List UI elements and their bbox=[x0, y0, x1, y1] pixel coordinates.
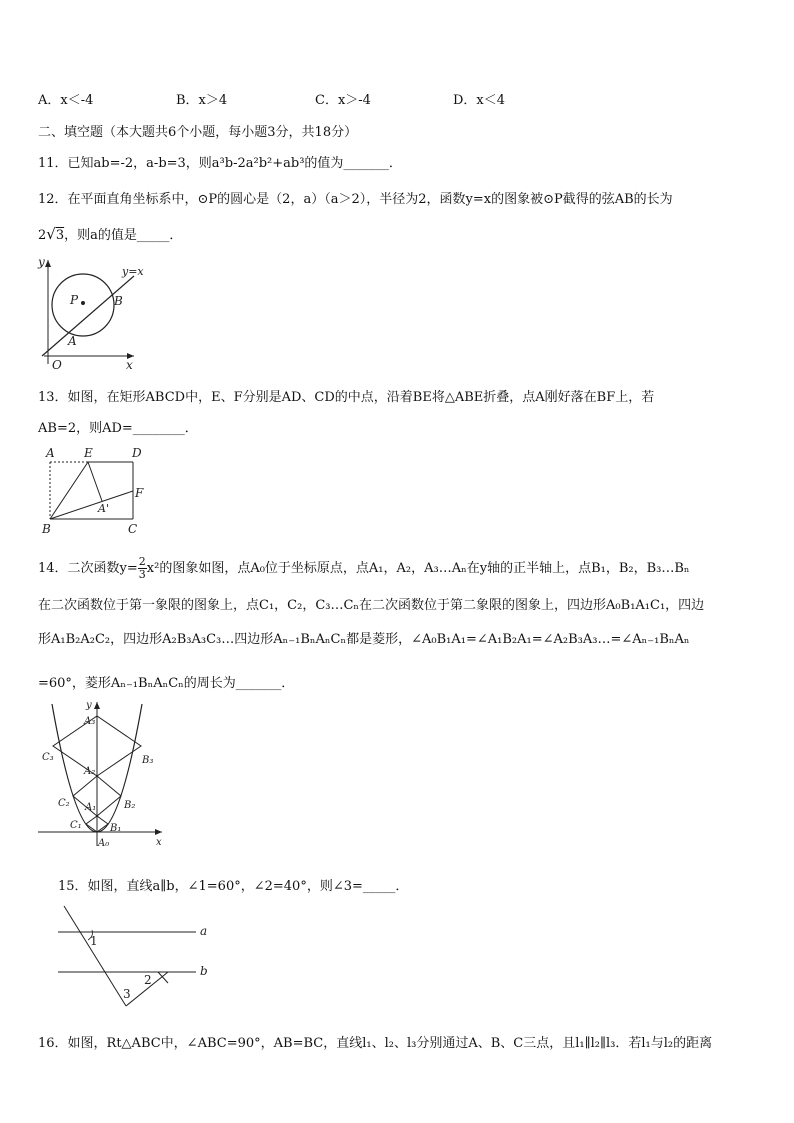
q12-label-o: O bbox=[52, 358, 62, 372]
q13-figure bbox=[38, 444, 150, 536]
q14-label-c1: C₁ bbox=[70, 820, 82, 831]
q13-label-d: D bbox=[132, 446, 142, 460]
choice-d: D．x＜4 bbox=[453, 93, 506, 108]
q15-label-angle1: 1 bbox=[90, 934, 98, 948]
q12-figure bbox=[34, 252, 154, 374]
q13-label-f: F bbox=[135, 486, 144, 500]
question-14-line4: =60°，菱形Aₙ₋₁BₙAₙCₙ的周长为_______． bbox=[38, 676, 295, 691]
q12-label-line: y=x bbox=[122, 265, 144, 278]
q12-label-y: y bbox=[38, 255, 45, 269]
q14-frac-num: 2 bbox=[138, 555, 146, 568]
q14-figure bbox=[34, 698, 170, 858]
section-heading: 二、填空题（本大题共6个小题，每小题3分，共18分） bbox=[38, 125, 358, 140]
q15-figure bbox=[48, 900, 216, 1012]
question-12-line2: 2√3，则a的值是_____． bbox=[38, 225, 183, 243]
q13-label-c: C bbox=[128, 522, 138, 536]
question-15: 15．如图，直线a∥b，∠1=60°，∠2=40°，则∠3=_____． bbox=[58, 879, 409, 894]
q14-label-x: x bbox=[156, 837, 162, 848]
q14-label-b1: B₁ bbox=[110, 823, 122, 834]
q13-label-a-prime: A' bbox=[98, 502, 109, 515]
q12-label-x: x bbox=[126, 358, 133, 372]
q15-label-b: b bbox=[200, 964, 208, 978]
q14-frac-den: 3 bbox=[138, 568, 146, 581]
choice-b: B．x＞4 bbox=[176, 93, 228, 108]
q14-label-b3: B₃ bbox=[142, 755, 154, 766]
q14-label-c3: C₃ bbox=[42, 752, 54, 763]
q15-label-angle3: 3 bbox=[123, 987, 131, 1001]
q13-label-b: B bbox=[42, 522, 51, 536]
question-14-line1 bbox=[38, 556, 690, 581]
q14-label-a0: A₀ bbox=[98, 838, 110, 849]
q14-label-a1: A₁ bbox=[85, 802, 97, 813]
question-13-line2: AB=2，则AD=________． bbox=[38, 421, 198, 436]
q14-label-a2: A₂ bbox=[84, 766, 96, 777]
q12-label-a: A bbox=[68, 334, 77, 348]
q14-suffix: x²的图象如图，点A₀位于坐标原点，点A₁，A₂，A₃…Aₙ在y轴的正半轴上，点B₁，B₂，B₃…Bₙ bbox=[146, 561, 690, 576]
q12-coef: 2 bbox=[38, 228, 47, 243]
choice-c: C．x＞-4 bbox=[315, 93, 371, 108]
q14-label-b2: B₂ bbox=[124, 800, 136, 811]
question-14-line3: 形A₁B₂A₂C₂，四边形A₂B₃A₃C₃…四边形Aₙ₋₁BₙAₙCₙ都是菱形，∠A₀B₁A₁=∠A₁B₂A₁=∠A₂B₃A₃…=∠Aₙ₋₁BₙAₙ bbox=[38, 632, 690, 647]
q13-label-a: A bbox=[46, 446, 55, 460]
q14-label-c2: C₂ bbox=[58, 798, 70, 809]
q15-label-a: a bbox=[200, 924, 208, 938]
question-14-line2: 在二次函数位于第一象限的图象上，点C₁，C₂，C₃…Cₙ在二次函数位于第二象限的图象上，四边形A₀B₁A₁C₁，四边 bbox=[38, 598, 705, 613]
q12-label-b: B bbox=[114, 294, 123, 308]
q12-line2-suffix: ，则a的值是_____． bbox=[64, 228, 183, 243]
choice-a: A．x＜-4 bbox=[38, 93, 94, 108]
q13-label-e: E bbox=[84, 446, 93, 460]
q14-label-a3: A₃ bbox=[84, 716, 96, 727]
q14-prefix: 14．二次函数y= bbox=[38, 561, 138, 576]
q12-radicand: 3 bbox=[55, 228, 65, 243]
q12-label-p: P bbox=[70, 293, 79, 307]
q14-fraction bbox=[138, 556, 147, 581]
question-12-line1: 12．在平面直角坐标系中，⊙P的圆心是（2，a）（a＞2），半径为2，函数y=x的图象被⊙P截得的弦AB的长为 bbox=[38, 192, 673, 207]
q15-label-angle2: 2 bbox=[144, 973, 152, 987]
q14-label-y: y bbox=[86, 700, 92, 711]
question-11: 11．已知ab=-2，a-b=3，则a³b-2a²b²+ab³的值为_______． bbox=[38, 156, 402, 171]
question-16: 16．如图，Rt△ABC中，∠ABC=90°，AB=BC，直线l₁、l₂、l₃分别通过A、B、C三点，且l₁∥l₂∥l₃．若l₁与l₂的距离 bbox=[38, 1036, 713, 1051]
question-13-line1: 13．如图，在矩形ABCD中，E、F分别是AD、CD的中点，沿着BE将△ABE折叠，点A刚好落在BF上，若 bbox=[38, 390, 655, 405]
